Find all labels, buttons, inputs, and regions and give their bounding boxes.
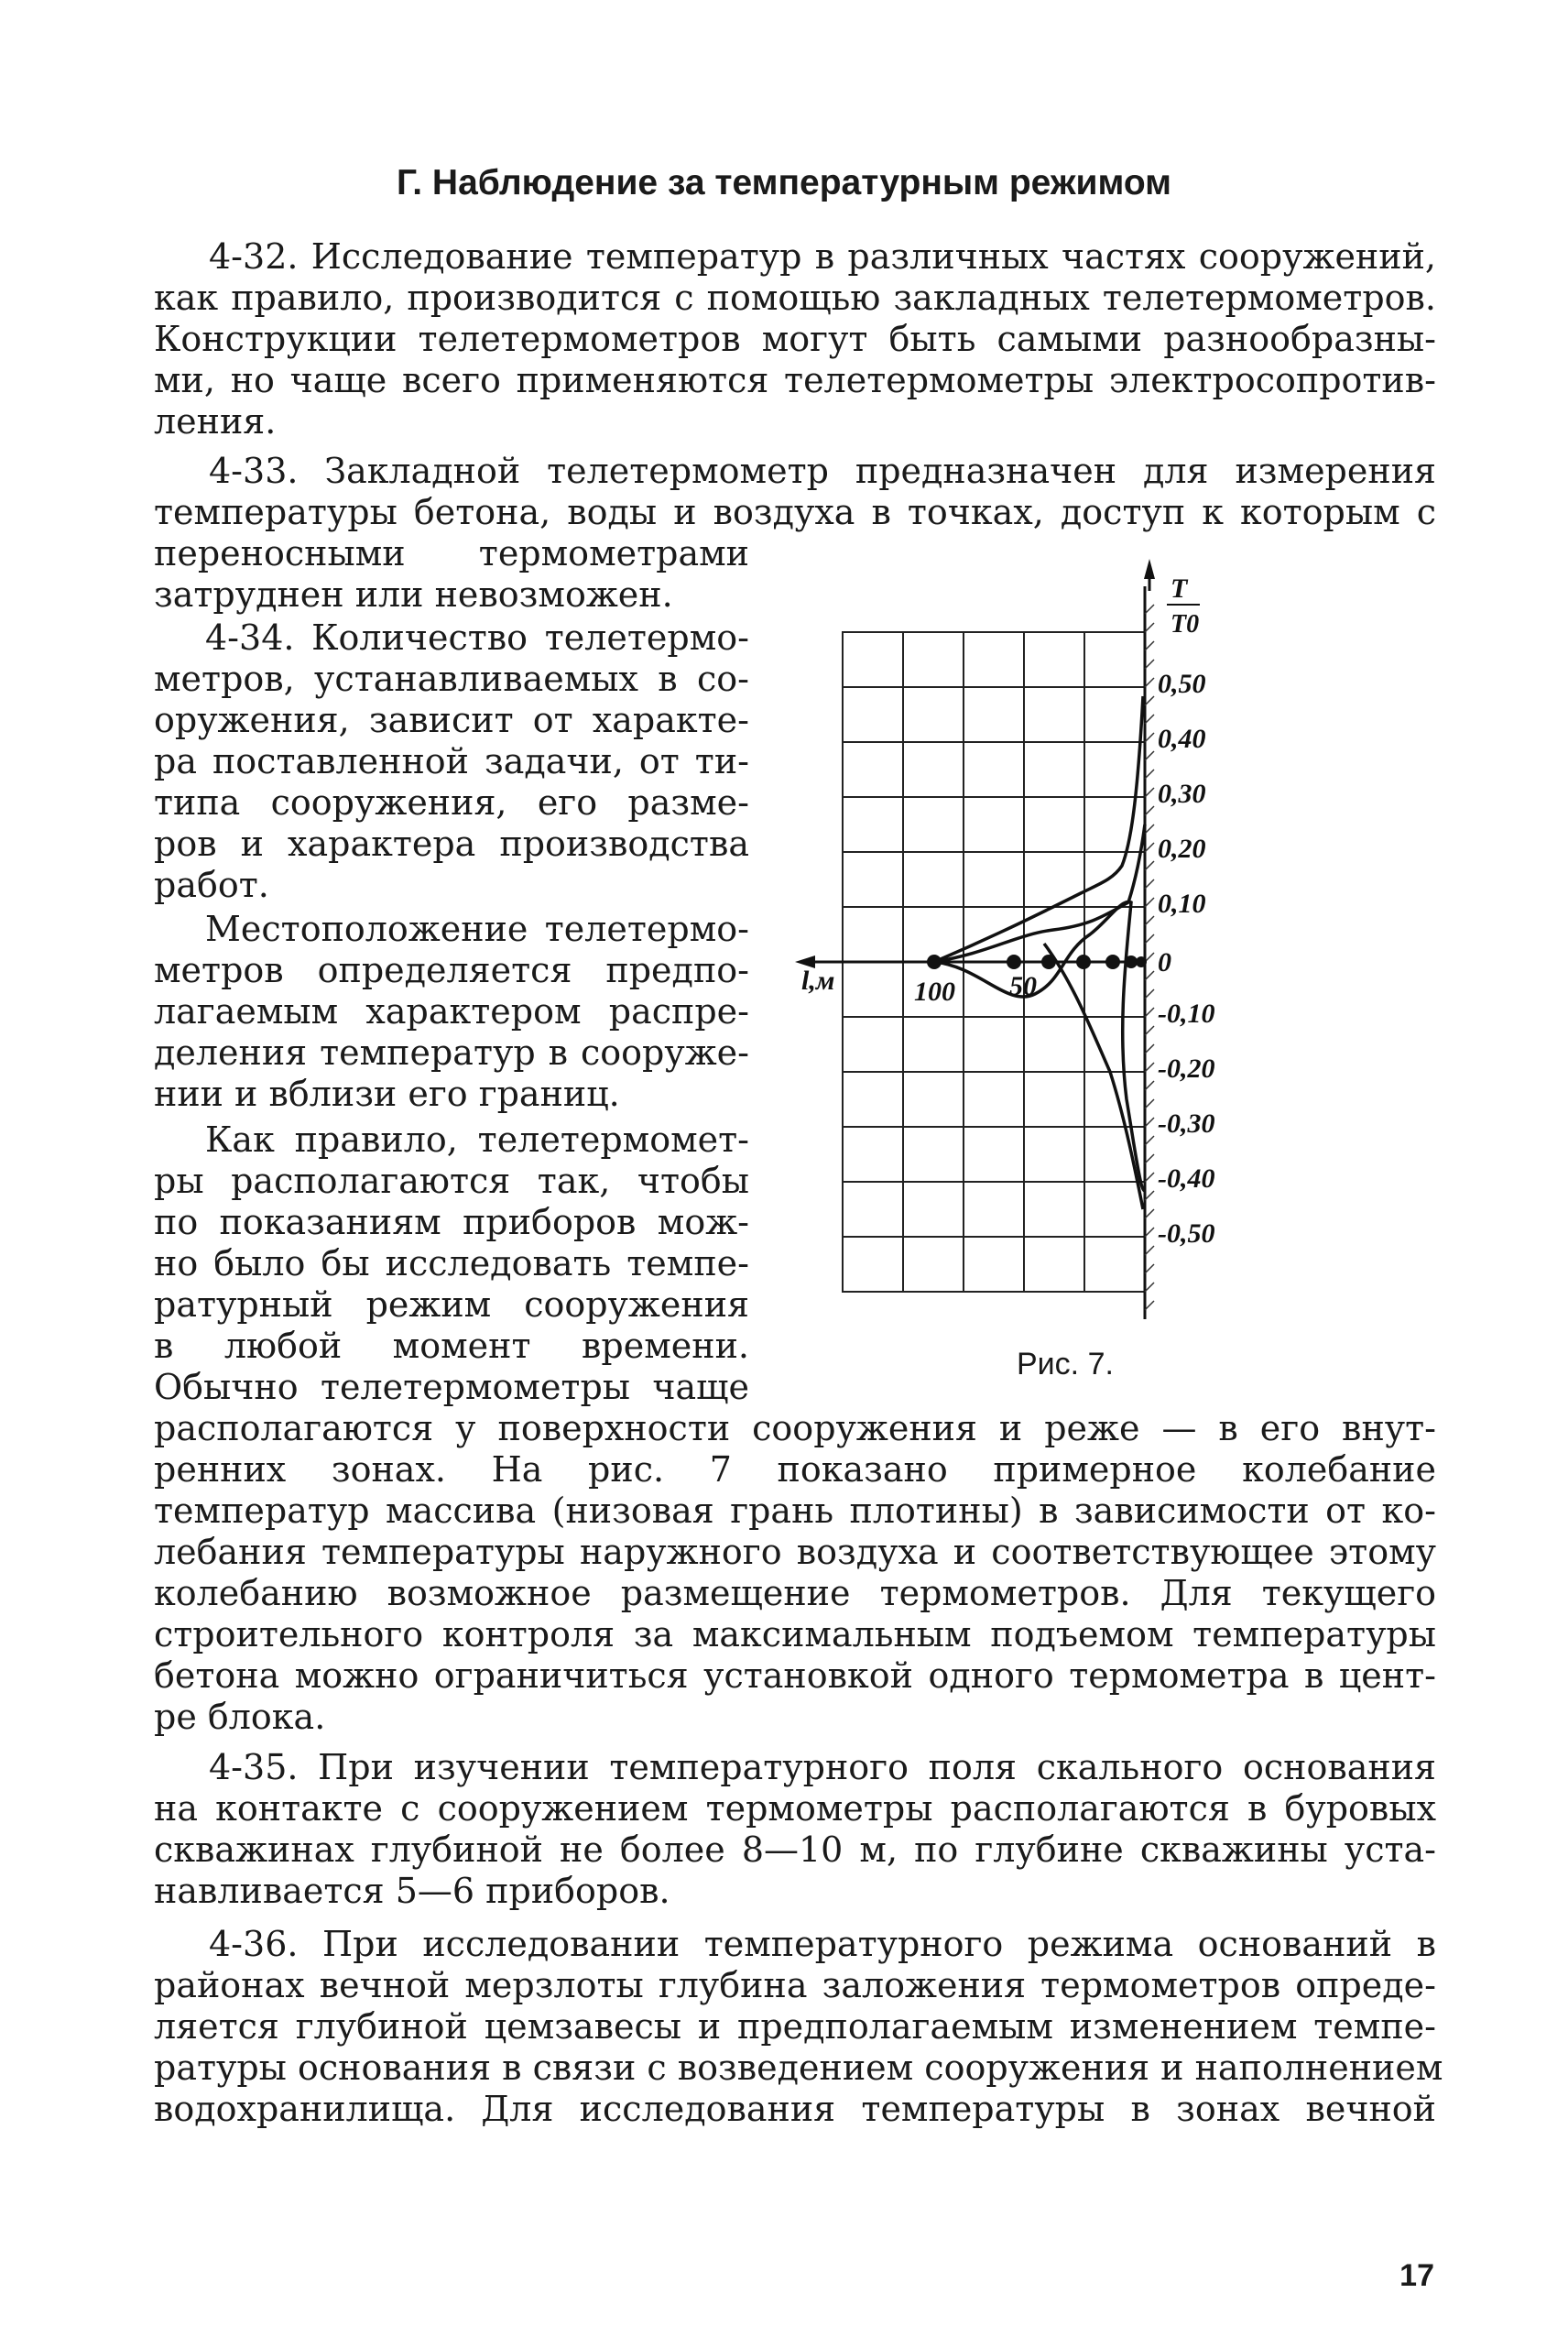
section-heading: Г. Наблюдение за температурным режимом [397,163,1171,202]
thermometer-point [1125,956,1138,968]
text-line: ров и характера производства [154,824,749,864]
text-line: температуры бетона, воды и воздуха в точках, доступ к которым с [154,492,1436,532]
l-axis [795,956,1145,968]
text-line: скважинах глубиной не более 8—10 м, по глубине скважины уста- [154,1829,1436,1870]
y-tick: 0,10 [1158,889,1206,919]
text-line: ратурный режим сооружения [154,1284,749,1325]
text-line: типа сооружения, его разме- [154,782,749,823]
y-tick: -0,20 [1158,1054,1215,1084]
thermometer-point [927,955,942,969]
text-line: 4-33. Закладной телетермометр предназначен для измерения [209,451,1436,491]
paragraph-4-33 [154,451,1436,533]
y-tick: -0,50 [1158,1218,1215,1249]
text-line: районах вечной мерзлоты глубина заложения термометров опреде- [154,1965,1436,2005]
paragraph-4-33-cont [154,533,749,616]
text-line: 4-36. При исследовании температурного режима оснований в [209,1924,1436,1964]
text-line: колебанию возможное размещение термометров. Для текущего [154,1573,1436,1613]
text-line: водохранилища. Для исследования температуры в зонах вечной [154,2089,1436,2129]
text-line: оружения, зависит от характе- [154,700,749,740]
text-line: 4-34. Количество телетермо- [205,617,749,658]
text-line: как правило, производится с помощью закладных телетермометров. [154,278,1436,318]
text-line: ра поставленной задачи, от ти- [154,741,749,781]
x-tick-100: 100 [914,977,955,1007]
y-tick: 0,20 [1158,834,1206,864]
text-line: Как правило, телетермомет- [205,1119,749,1160]
paragraph-4-34 [154,617,749,906]
text-line: ления. [154,401,277,442]
figure-7-temperature-diagram [788,550,1410,1338]
figure-caption: Рис. 7. [1017,1347,1114,1381]
text-line: лебания температуры наружного воздуха и соответствующее этому [154,1532,1436,1572]
text-line: Конструкции телетермометров могут быть самыми разнообразны- [154,319,1436,359]
page-number: 17 [1399,2258,1434,2293]
thermometer-point [1105,955,1120,969]
y-tick: 0 [1158,947,1171,977]
thermometer-point [1041,955,1056,969]
text-line: ратуры основания в связи с возведением сооружения и наполнением [154,2048,1443,2088]
text-line: бетона можно ограничиться установкой одного термометра в цент- [154,1655,1436,1696]
text-line: располагаются у поверхности сооружения и реже — в его внут- [154,1408,1436,1448]
text-line: 4-32. Исследование температур в различных частях сооружений, [209,236,1436,277]
text-line: работ. [154,865,269,905]
paragraph-location [154,909,749,1115]
thermometer-point [1076,955,1091,969]
y-tick: 0,30 [1158,779,1206,809]
curve-descending [1044,944,1143,1209]
thermometer-point [1007,955,1021,969]
thermometer-point [1136,956,1147,967]
text-line: метров определяется предпо- [154,950,749,990]
ratio-denominator: T0 [1171,610,1200,639]
text-line: ре блока. [154,1697,326,1737]
text-line: метров, устанавливаемых в со- [154,659,749,699]
y-tick: -0,40 [1158,1163,1215,1194]
text-line: затруднен или невозможен. [154,574,673,615]
dam-face-hatch [1144,559,1155,1319]
text-line: деления температур в сооруже- [154,1032,749,1073]
paragraph-4-36 [154,1924,1443,2130]
curve-upper [934,696,1143,962]
ratio-numerator: T [1171,573,1188,604]
text-line: ми, но чаще всего применяются телетермометры электросопротив- [154,360,1436,400]
text-line: навливается 5—6 приборов. [154,1871,670,1911]
text-line: нии и вблизи его границ. [154,1074,620,1114]
curve-lower [934,901,1145,1191]
text-line: переносными термометрами [154,533,749,573]
x-tick-50: 50 [1009,971,1037,1001]
paragraph-placement-cont [154,1408,1436,1738]
text-line: строительного контроля за максимальным подъемом температуры [154,1614,1436,1654]
x-axis-label: l,м [801,966,835,996]
paragraph-4-32 [154,236,1436,442]
curve-middle [934,824,1145,962]
text-line: в любой момент времени. [154,1326,749,1366]
y-tick: 0,40 [1158,724,1206,754]
y-tick: -0,30 [1158,1108,1215,1139]
text-line: ры располагаются так, чтобы [154,1161,749,1201]
text-line: Местоположение телетермо- [205,909,749,949]
y-tick: 0,50 [1158,669,1206,699]
text-line: но было бы исследовать темпе- [154,1243,749,1283]
axis-labels [801,573,1215,1249]
y-tick: -0,10 [1158,999,1215,1029]
paragraph-4-35 [154,1747,1436,1912]
text-line: ляется глубиной цемзавесы и предполагаемым изменением темпе- [154,2006,1436,2047]
text-line: 4-35. При изучении температурного поля скального основания [209,1747,1436,1787]
text-line: лагаемым характером распре- [154,991,749,1032]
paragraph-placement [154,1119,749,1408]
text-line: ренних зонах. На рис. 7 показано примерное колебание [154,1449,1436,1490]
temperature-curves [934,696,1145,1209]
text-line: температур массива (низовая грань плотины) в зависимости от ко- [154,1491,1436,1531]
text-line: на контакте с сооружением термометры располагаются в буровых [154,1788,1436,1829]
text-line: Обычно телетермометры чаще [154,1367,749,1407]
text-line: по показаниям приборов мож- [154,1202,749,1242]
